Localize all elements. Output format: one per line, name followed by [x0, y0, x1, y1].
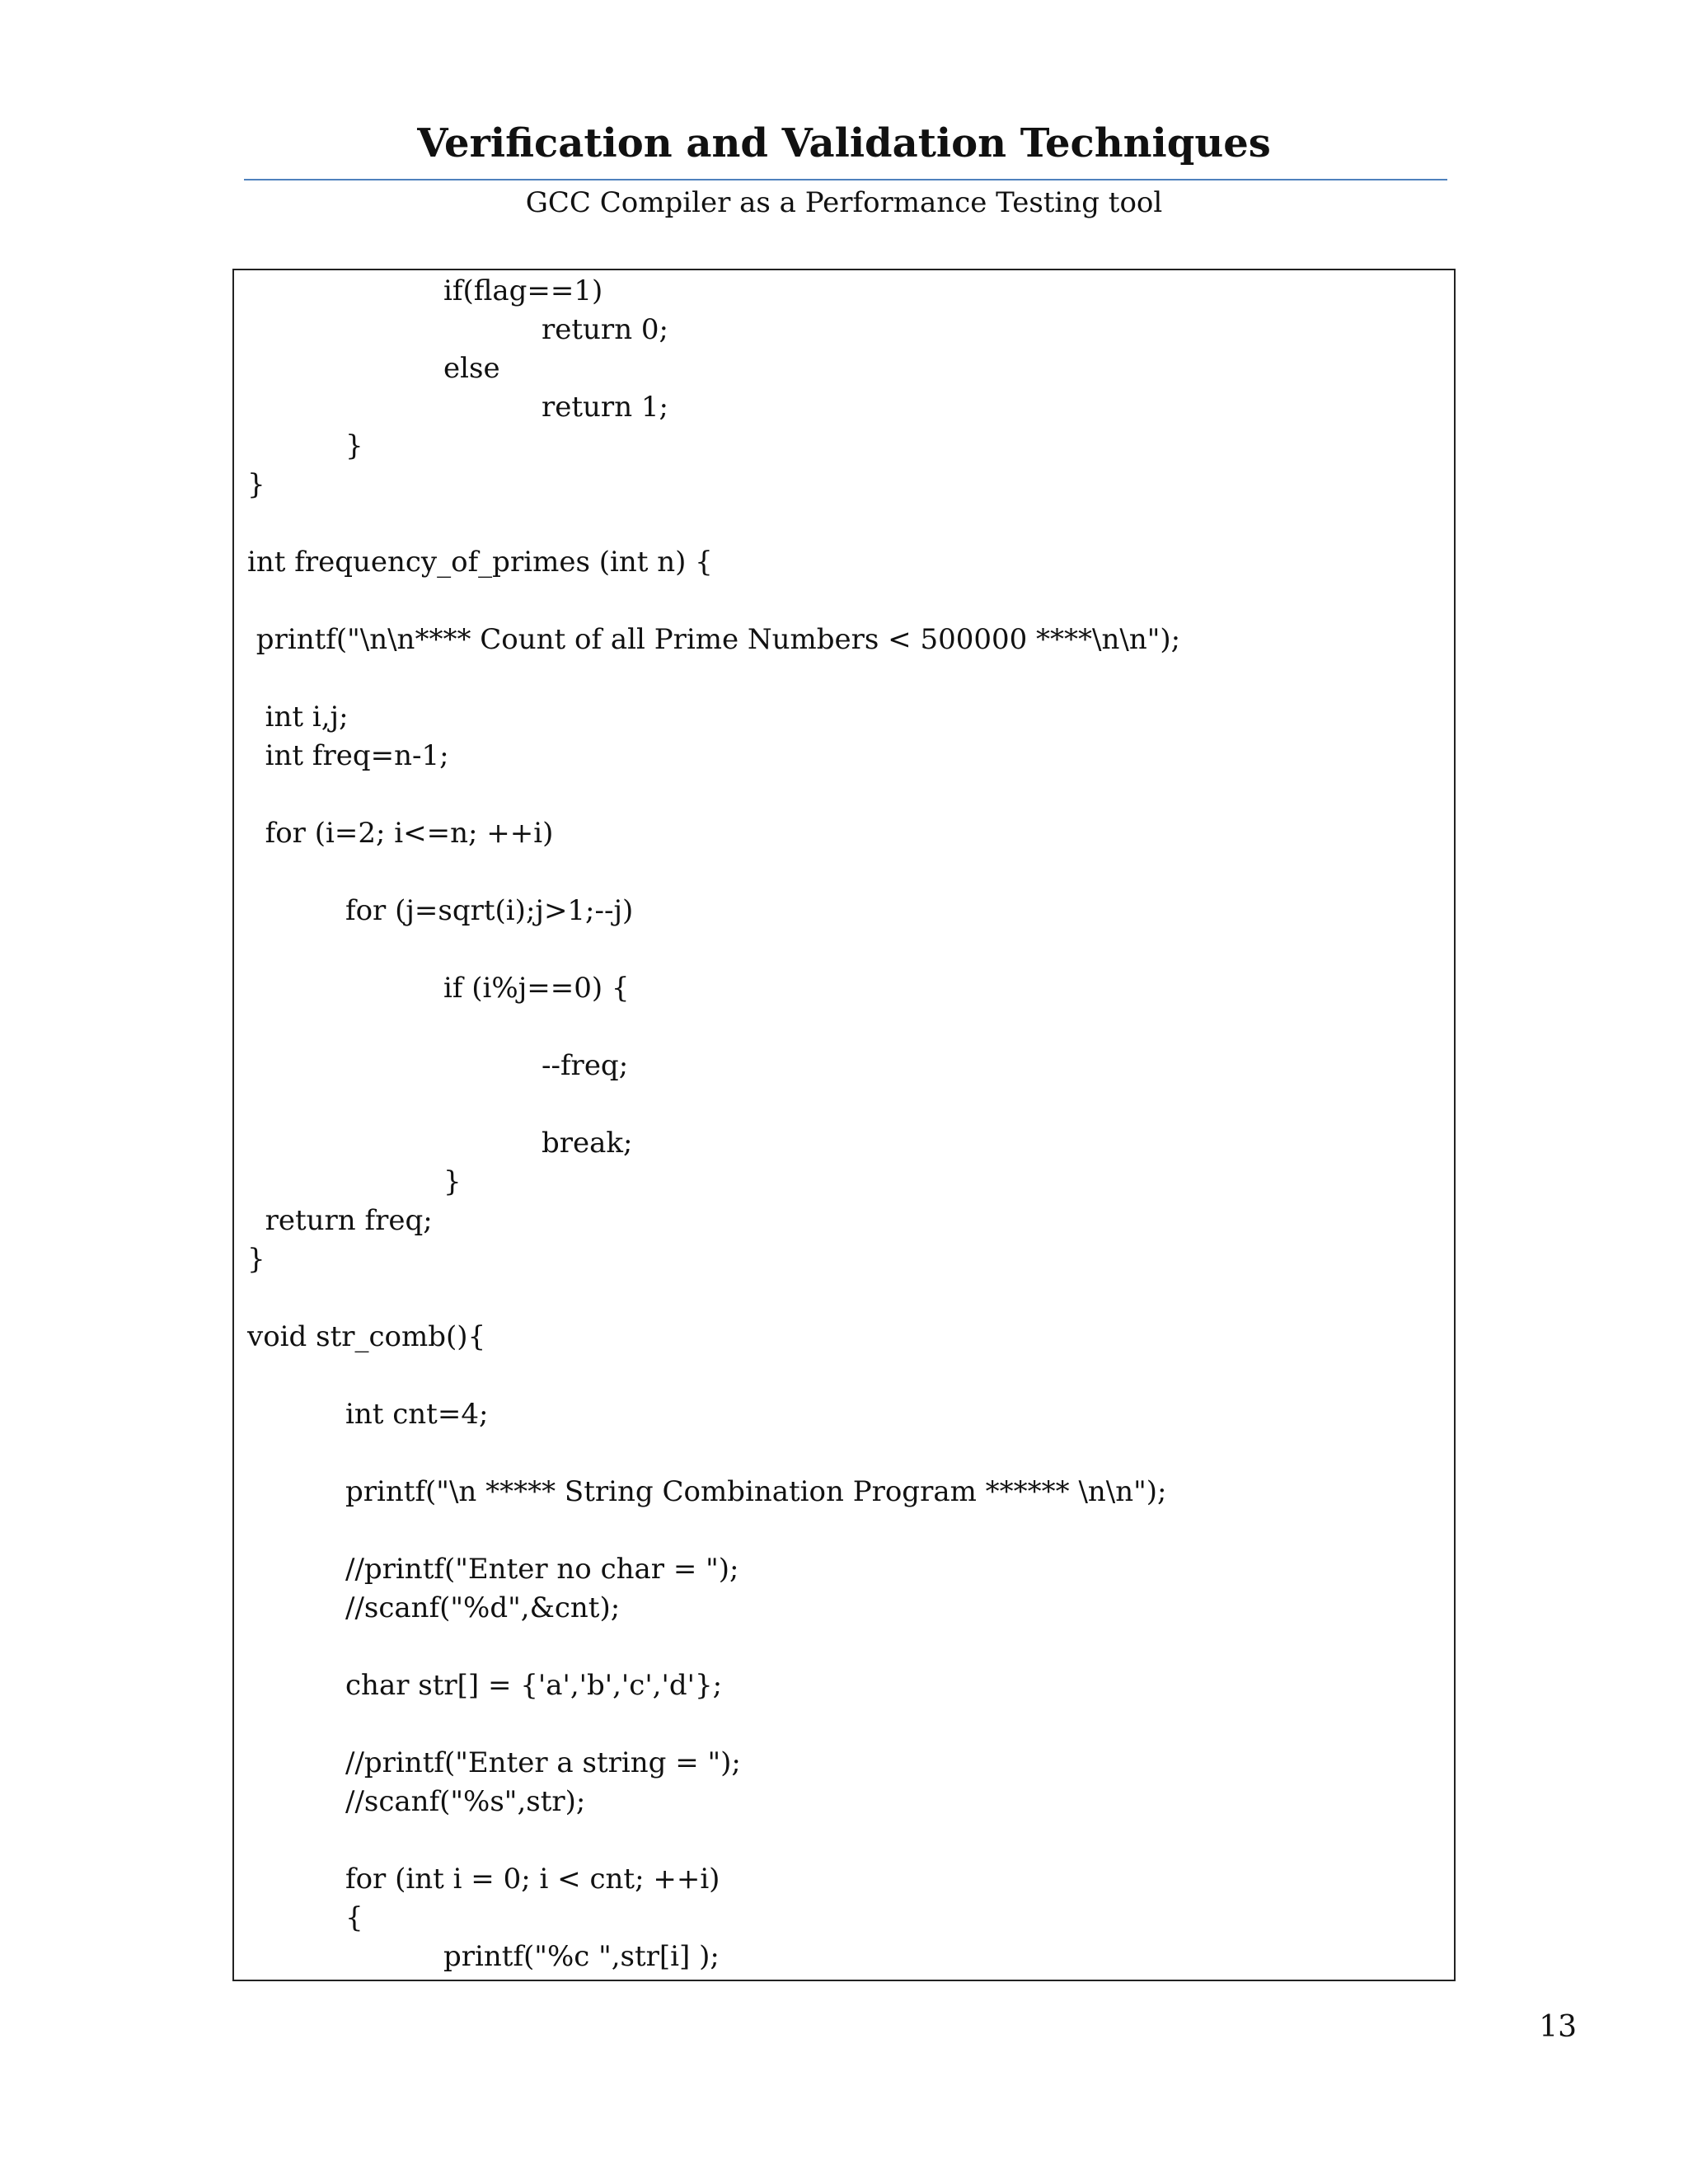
code-line: int cnt=4;	[345, 1398, 489, 1431]
code-listing-box	[232, 269, 1456, 1981]
code-line: {	[345, 1901, 363, 1934]
code-line: if(flag==1)	[443, 274, 603, 307]
code-line: }	[345, 429, 363, 462]
code-line: //scanf("%d",&cnt);	[345, 1591, 621, 1624]
page-number: 13	[1539, 2010, 1577, 2044]
code-line: return 0;	[542, 313, 668, 346]
title-divider	[244, 179, 1447, 180]
code-line: printf("\n\n**** Count of all Prime Numbers < 500000 ****\n\n");	[247, 623, 1181, 656]
code-line: else	[443, 352, 500, 385]
code-line: }	[247, 1243, 265, 1276]
code-line: return 1;	[542, 391, 668, 424]
code-line: int i,j;	[247, 701, 349, 733]
code-line: for (i=2; i<=n; ++i)	[247, 817, 554, 850]
code-line: //printf("Enter no char = ");	[345, 1553, 739, 1586]
code-line: //scanf("%s",str);	[345, 1785, 586, 1818]
code-line: if (i%j==0) {	[443, 972, 630, 1005]
code-line: printf("\n ***** String Combination Program ****** \n\n");	[345, 1475, 1167, 1508]
code-line: for (j=sqrt(i);j>1;--j)	[345, 894, 634, 927]
code-line: }	[247, 468, 265, 501]
code-line: char str[] = {'a','b','c','d'};	[345, 1669, 723, 1702]
page-subtitle: GCC Compiler as a Performance Testing tool	[525, 186, 1163, 219]
code-line: for (int i = 0; i < cnt; ++i)	[345, 1863, 720, 1896]
page-title: Verification and Validation Techniques	[417, 120, 1271, 166]
code-line: void str_comb(){	[247, 1320, 486, 1353]
code-line: int freq=n-1;	[247, 739, 449, 772]
code-line: break;	[542, 1127, 633, 1160]
code-line: //printf("Enter a string = ");	[345, 1746, 741, 1779]
code-line: --freq;	[542, 1049, 629, 1082]
code-line: return freq;	[247, 1204, 433, 1237]
code-line: printf("%c ",str[i] );	[443, 1940, 720, 1973]
code-line: int frequency_of_primes (int n) {	[247, 546, 713, 579]
code-line: }	[443, 1165, 462, 1198]
